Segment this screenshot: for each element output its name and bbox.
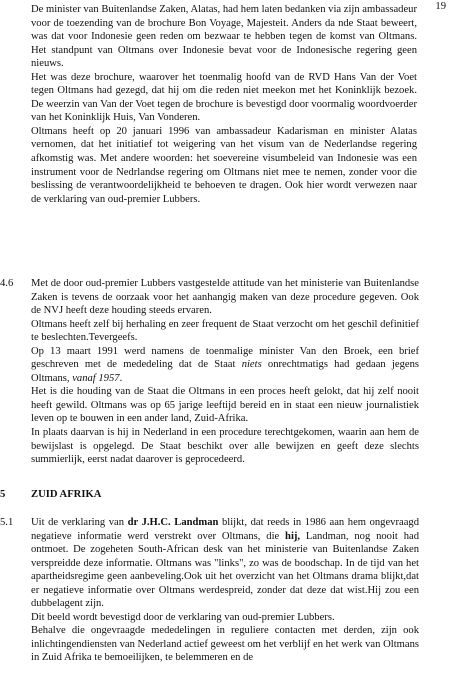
section-number: 5.1 [0,517,14,528]
paragraph [31,516,419,611]
bold-text: dr J.H.C. Landman [127,517,219,528]
paragraph: Het is die houding van de Staat die Oltmans in een proces heeft gelokt, dat hij zelf nooit heeft gewild. Oltmans was op 65 jarige leeftijd bereid en in staat een nieuw journalistiek leven op te bouwen in een ander land, Zuid-Afrika. [31,386,419,425]
paragraph: Oltmans heeft op 20 januari 1996 van ambassadeur Kadarisman en minister Alatas vernomen, dat het initiatief tot weigering van het visum van de Nederlandse regering afkomstig was. Met andere woorden: het soevereine visumbeleid van Indonesie was een instrument voor de Nedrlandse regering om Oltmans niet mee te nemen, zonder voor die beslissing de verantwoordelijkheid te behoeven te dragen. Ook hier wordt verwezen naar de verklaring van oud-premier Lubbers. [31,125,417,205]
text-run: . [119,372,123,384]
section-number: 4.6 [0,278,14,289]
paragraph: De minister van Buitenlandse Zaken, Alatas, had hem laten bedanken via zijn ambassadeur voor de toezending van de brochure Bon Voyage, Majesteit. Anders da nde Staat beweert, was dat voor Indonesie geen reden om bezwaar te hebben tegen de komst van Oltmans. Het standpunt van Oltmans over Indonesie bevat voor de Indonesische regering geen nieuws. [31,4,417,70]
page-number: 19 [435,1,446,12]
paragraph: Oltmans heeft zelf bij herhaling en zeer frequent de Staat verzocht om het geschil definitief te beslechten.Tevergeefs. [31,318,419,344]
section-title: ZUID AFRIKA [31,489,102,500]
paragraph: Het was deze brochure, waarover het toenmalig hoofd van de RVD Hans Van der Voet tegen Oltmans had gezegd, dat hij om die reden niet meekon met het Koninklijk bezoek. De weerzin van Van der Voet tegen de brochure is bevestigd door voormalig woordvoerder van het Koninklijk Huis, Van Vonderen. [31,71,417,124]
paragraph: In plaats daarvan is hij in Nederland in een procedure terechtgekomen, waarin aan hem de bewijslast is opgelegd. De Staat beschikt over alle bewijzen en geeft deze slechts summierlijk, eerst nadat daarover is geprocedeerd. [31,427,419,466]
section-number: 5 [0,489,6,500]
text-run: onrechtmatigs had gedaan jegens Oltmans, [31,359,419,384]
paragraph: Dit beeld wordt bevestigd door de verklaring van oud-premier Lubbers. [31,611,335,623]
paragraph [31,345,419,386]
text-run: Op 13 maart 1991 werd namens de toenmalige minister Van den Broek, een brief geschreven met de mededeling dat de Staat [31,345,419,371]
text-run: Landman, nog nooit had ontmoet. De zogeheten South-African desk van het ministerie van Buitenlandse Zaken verspreidde deze informatie. Oltmans was "links", zo was de boodschap. In de tijd van het apartheidsregime geen aanbeveling.Ook uit het overzicht van het Oltmans drama blijkt,dat er negatieve informatie over Oltmans werdespreid, zonder dat deze dat wist.Hij zou een dubbelagent zijn. [31,530,419,610]
text-run: Uit de verklaring van [31,517,128,528]
text-run: blijkt, dat reeds in 1986 aan hem ongevraagd negatieve informatie werd verstrekt over Oltmans, die [31,517,420,542]
emphasis-text: vanaf 1957 [72,372,120,384]
paragraph: Met de door oud-premier Lubbers vastgestelde attitude van het ministerie van Buitenlandse Zaken is tevens de oorzaak voor het aanhangig maken van deze procedure gegeven. Ook de NVJ heeft deze houding steeds ervaren. [31,278,419,317]
paragraph: Behalve die ongevraagde mededelingen in reguliere contacten met derden, zijn ook inlichtingendiensten van Nederland actief geweest om het verblijf en het werk van Oltmans in Zuid Afrika te bemoeilijken, te belemmeren en de [31,625,419,664]
bold-text: hij, [285,530,301,542]
emphasis-text: niets [241,359,262,371]
